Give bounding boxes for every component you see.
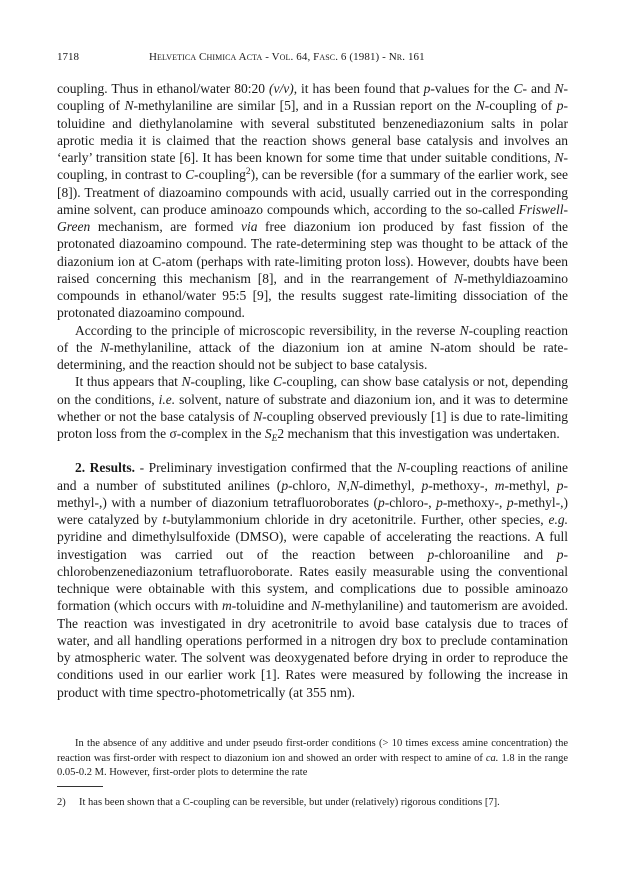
italic-text: N,N [337, 477, 359, 493]
italic-text: p [377, 494, 385, 510]
page-number: 1718 [57, 51, 79, 63]
italic-text: e.g. [548, 512, 568, 527]
section-heading: 2. Results. [75, 460, 136, 476]
italic-text: C [185, 167, 195, 183]
italic-text: p [506, 494, 514, 510]
italic-text: via [240, 219, 258, 234]
main-text [57, 80, 568, 701]
italic-text: i.e. [158, 391, 176, 407]
italic-text: N [100, 339, 110, 355]
italic-text: N [475, 98, 485, 114]
italic-text: ca. [485, 752, 499, 764]
italic-text: N [124, 98, 134, 114]
footnote-mark: 2) [57, 797, 66, 808]
italic-text: C [513, 81, 523, 96]
paragraph: It thus appears that N-coupling, like C-coupling, can show base catalysis or not, depending on the conditions, i.e. solvent, nature of substrate and diazonium ion, and it was to determine whether or not the base catalysis of N-coupling observed previously [1] is due to rate-limiting proton loss from the σ-complex in the $S_E2$ mechanism that this investigation was undertaken. [57, 374, 569, 444]
journal-title: Helvetica Chimica Acta - Vol. 64, Fasc. 6 (1981) - Nr. 161 [149, 51, 425, 63]
italic-text: S [264, 426, 272, 441]
italic-text: Friswell-Green [57, 201, 568, 234]
italic-text: N [181, 374, 191, 390]
italic-text: p [436, 494, 443, 510]
italic-text: m [221, 598, 232, 614]
italic-text: N [454, 270, 464, 286]
italic-text: p [423, 81, 431, 96]
footnote-text: It has been shown that a C-coupling can be reversible, but under (relatively) rigorous conditions [7]. [79, 797, 500, 808]
italic-text: N [253, 408, 263, 424]
small-print-paragraph: In the absence of any additive and under pseudo first-order conditions (> 10 times excess amine concentration) the reaction was first-order with respect to diazonium ion and showed an order with respect to amine of ca. 1.8 in the range 0.05-0.2 M. However, first-order plots to determine the rate [57, 738, 568, 778]
italic-text: C [273, 374, 283, 390]
italic-text: N [396, 460, 406, 476]
italic-text: N [554, 81, 564, 96]
italic-text: p [421, 477, 429, 493]
unit-text: M [94, 767, 104, 778]
running-title [149, 50, 425, 64]
italic-text: p [281, 477, 289, 493]
footnote [57, 796, 568, 809]
italic-text: t [162, 512, 167, 527]
italic-text: (v/v) [268, 81, 294, 96]
italic-text: N [554, 150, 564, 165]
italic-text: m [494, 477, 505, 493]
italic-text: p [556, 546, 564, 562]
results-paragraph: 2. Results. - Preliminary investigation confirmed that the N-coupling reactions of aniline and a number of substituted anilines (p-chloro, N,N-dimethyl, p-methoxy-, m-methyl, p-methyl-,) with a number of diazonium tetrafluoroborates (p-chloro-, p-methoxy-, p-methyl-,) were catalyzed by t-butylammonium chloride in dry acetonitrile. Further, other species, e.g. pyridine and dimethylsulfoxide (DMSO), were capable of accelerating the reactions. A full investigation was carried out of the reaction between p-chloroaniline and p-chlorobenzenediazonium tetrafluoroborate. Rates easily measurable using the conventional technique were obtainable with this system, and complications due to possible aminoazo formation (which occurs with m-toluidine and N-methylaniline) and tautomerism are avoided. The reaction was investigated in dry acetronitrile to avoid base catalysis due to traces of water, and all handling operations performed in a nitrogen dry box to preclude contamination by atmospheric water. The solvent was deoxygenated before drying in order to reproduce the conditions used in our earlier work [1]. Rates were measured by following the increase in product with time spectro-photometrically (at 355 nm). [57, 460, 569, 700]
paragraph: coupling. Thus in ethanol/water 80:20 (v/v), it has been found that p-values for the C- and N-coupling of N-methylaniline are similar [5], and in a Russian report on the N-coupling of p-toluidine and diethylanolamine with several substituted benzenediazonium salts in polar aprotic media it is claimed that the reaction shows general base catalysis and involves an ‘early’ transition state [6]. It has been known for some time that under suitable conditions, N-coupling, in contrast to C-coupling$^2$), can be reversible (for a summary of the earlier work, see [8]). Treatment of diazoamino compounds with acid, usually carried out in the corresponding amine solvent, can produce aminoazo compounds which, according to the so-called Friswell-Green mechanism, are formed via free diazonium ion produced by fast fission of the protonated diazoamino compound. The rate-determining step was thought to be attack of the diazonium ion at C-atom (perhaps with rate-limiting proton loss). However, doubts have been raised concerning this mechanism [8], and in the rearrangement of N-methyldiazoamino compounds in ethanol/water 95:5 [9], the results suggest rate-limiting dissociation of the protonated diazoamino compound. [57, 81, 568, 321]
italic-text: p [427, 546, 435, 562]
footnote-ref: 2 [245, 167, 251, 178]
footnote-rule [57, 786, 103, 787]
subscript: E [271, 434, 278, 444]
italic-text: N [311, 598, 321, 614]
italic-text: N [459, 322, 469, 338]
paragraph: According to the principle of microscopic reversibility, in the reverse N-coupling reaction of the N-methylaniline, attack of the diazonium ion at amine N-atom should be rate-determining, and the reaction should not be subject to base catalysis. [57, 322, 568, 372]
italic-text: p [556, 98, 564, 114]
italic-text: p [556, 477, 564, 493]
